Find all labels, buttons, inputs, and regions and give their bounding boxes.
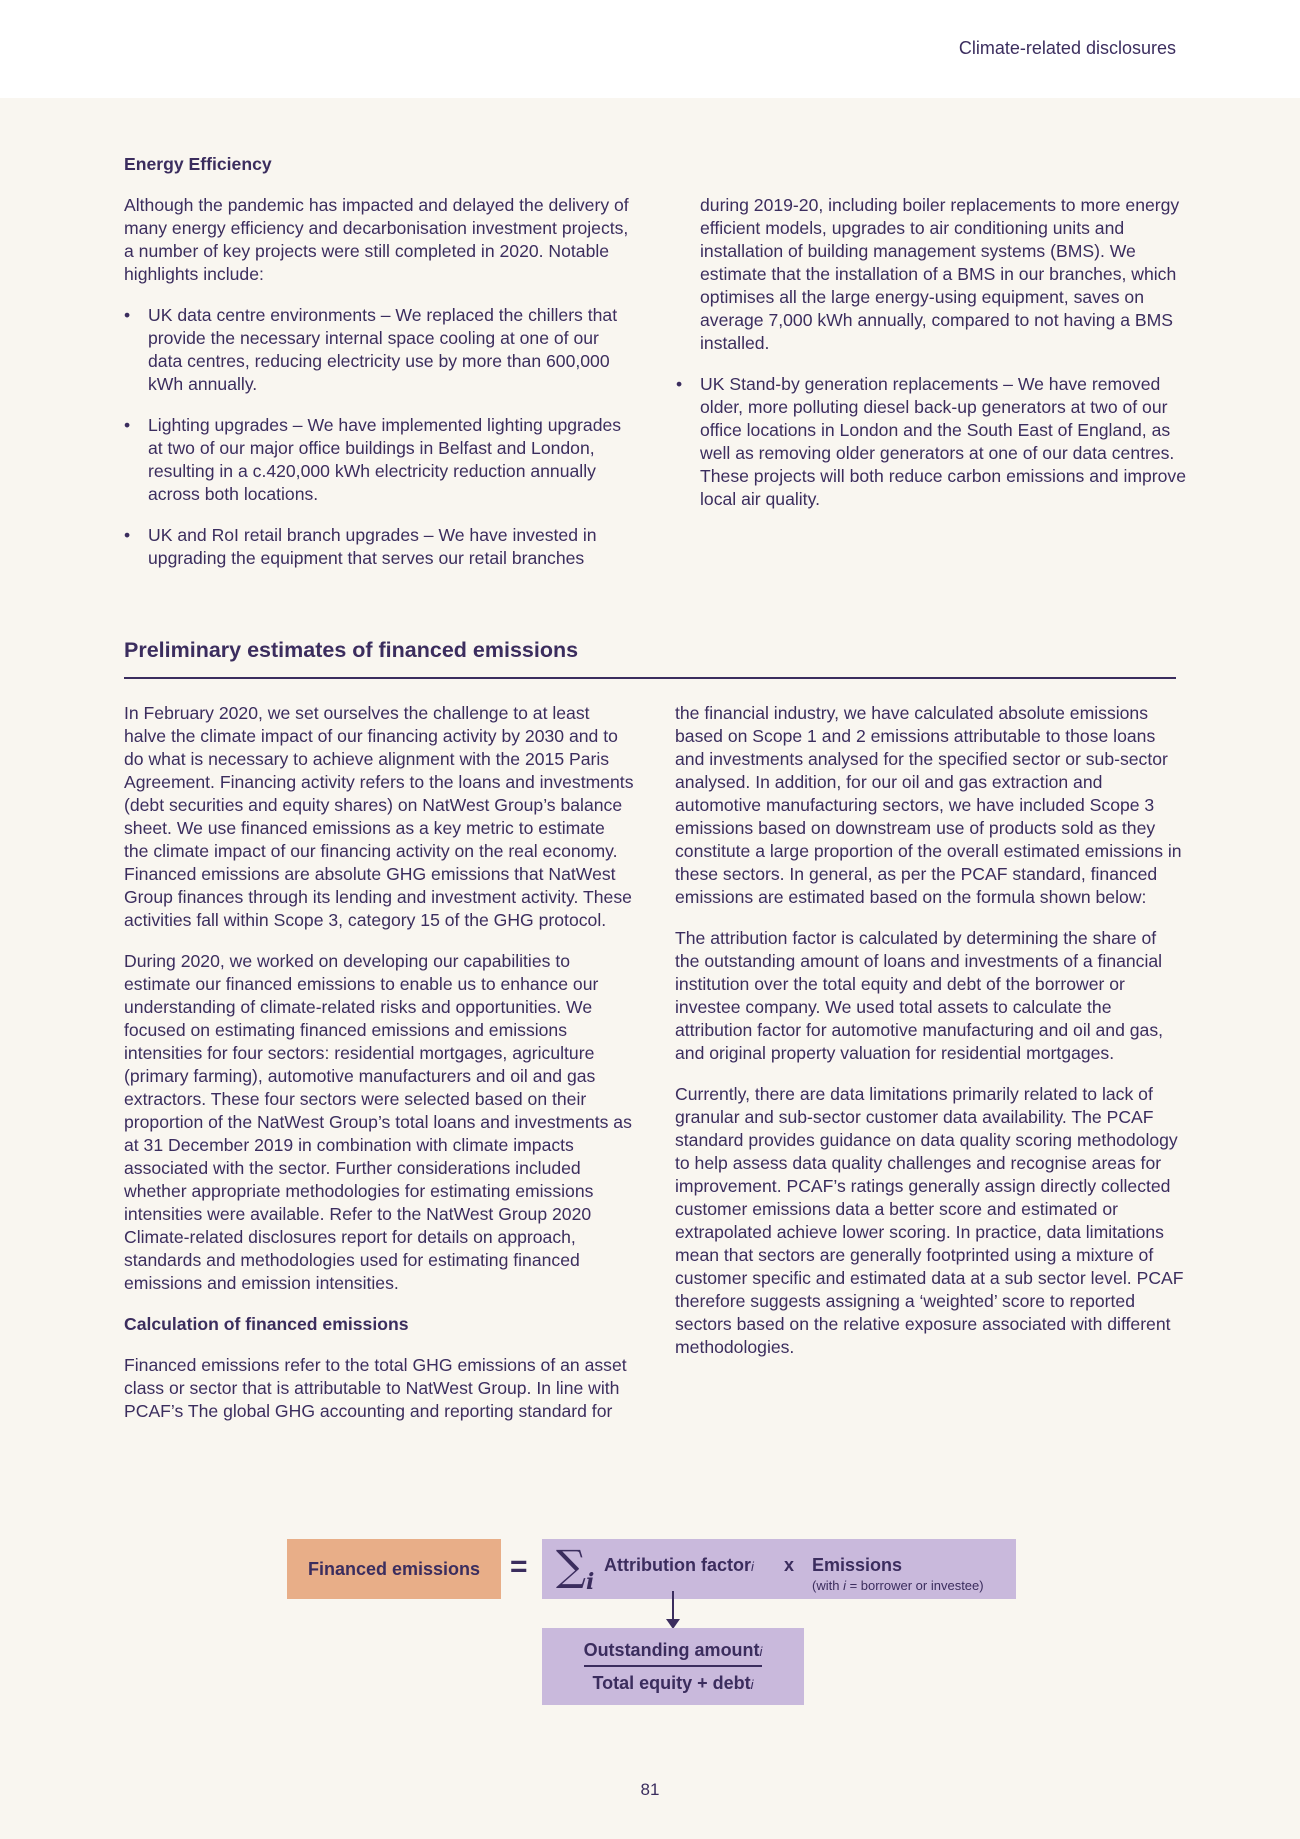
list-item: • UK Stand-by generation replacements – We have removed older, more polluting diesel back-up generators at two of our office locations in London and the South East of England, as well as removing older generators at one of our data centres. These projects will both reduce carbon emissions and improve local air quality. <box>676 373 1188 511</box>
equals-sign: = <box>510 1550 528 1583</box>
financed-right-paragraph-1: the financial industry, we have calculated absolute emissions based on Scope 1 and 2 emissions attributable to those loans and investments analysed for the specified sector or sub-sector analysed. In addition, for our oil and gas extraction and automotive manufacturing sectors, we have included Scope 3 emissions based on downstream use of products sold as they constitute a large proportion of the overall estimated emissions in these sectors. In general, as per the PCAF standard, financed emissions are estimated based on the formula shown below: <box>675 703 1182 907</box>
note-index: i <box>843 1578 846 1593</box>
energy-bullet-list <box>124 304 634 570</box>
page-number: 81 <box>640 1780 660 1799</box>
energy-right-column <box>676 194 1188 529</box>
sum-box <box>542 1539 1016 1599</box>
energy-left-column <box>124 153 634 588</box>
financed-paragraph-3: Financed emissions refer to the total GHG emissions of an asset class or sector that is attributable to NatWest Group. In line with PCAF’s The global GHG accounting and reporting standard for <box>124 1355 627 1421</box>
financed-left-column <box>124 702 634 1441</box>
section-title: Preliminary estimates of financed emissions <box>124 638 579 662</box>
note-prefix: (with <box>812 1578 844 1593</box>
fraction-numerator <box>584 1640 763 1667</box>
energy-heading: Energy Efficiency <box>124 154 272 174</box>
financed-right-column <box>675 702 1185 1377</box>
attribution-factor-label: Attribution factor <box>604 1555 751 1575</box>
financed-paragraph-2: During 2020, we worked on developing our capabilities to estimate our financed emissions to enable us to enhance our understanding of climate-related risks and opportunities. We focused on estimating financed emissions and emissions intensities for four sectors: residential mortgages, agriculture (primary farming), automotive manufacturers and oil and gas extractors. These four sectors were selected based on their proportion of the NatWest Group’s total loans and investments as at 31 December 2019 in combination with climate impacts associated with the sector. Further considerations included whether appropriate methodologies for estimating emissions intensities were available. Refer to the NatWest Group 2020 Climate-related disclosures report for details on approach, standards and methodologies used for estimating financed emissions and emission intensities. <box>124 951 632 1293</box>
financed-emissions-label: Financed emissions <box>307 1558 481 1579</box>
financed-paragraph-1: In February 2020, we set ourselves the challenge to at least halve the climate impact of our financing activity by 2030 and to do what is necessary to achieve alignment with the 2015 Paris Agreement. Financing activity refers to the loans and investments (debt securities and equity shares) on NatWest Group’s balance sheet. We use financed emissions as a key metric to estimate the climate impact of our financing activity on the real economy. Financed emissions are absolute GHG emissions that NatWest Group finances through its lending and investment activity. These activities fall within Scope 3, category 15 of the GHG protocol. <box>124 703 634 930</box>
header-bar <box>0 0 1300 98</box>
denominator-index: i <box>750 1676 754 1692</box>
attribution-factor-term <box>604 1555 754 1576</box>
sigma-index: i <box>586 1569 595 1595</box>
energy-continuation: during 2019-20, including boiler replacements to more energy efficient models, upgrades to air conditioning units and installation of building management systems (BMS). We estimate that the installation of a BMS in our branches, which optimises all the large energy-using equipment, saves on average 7,000 kWh annually, compared to not having a BMS installed. <box>700 195 1180 353</box>
header-title: Climate-related disclosures <box>958 38 1176 58</box>
financed-emissions-box <box>287 1539 501 1599</box>
sigma-symbol: ∑ <box>556 1541 586 1590</box>
financed-right-paragraph-3: Currently, there are data limitations primarily related to lack of granular and sub-sector customer data availability. The PCAF standard provides guidance on data quality scoring methodology to help assess data quality challenges and recognise areas for improvement. PCAF’s ratings generally assign directly collected customer emissions data a better score and estimated or extrapolated achieve lower scoring. In practice, data limitations mean that sectors are generally footprinted using a mixture of customer specific and estimated data at a sub sector level. PCAF therefore suggests assigning a ‘weighted’ score to reported sectors based on the relative exposure associated with different methodologies. <box>675 1084 1184 1357</box>
note-suffix: = borrower or investee) <box>845 1578 984 1593</box>
attribution-factor-index: i <box>750 1559 754 1574</box>
emissions-label: Emissions <box>812 1555 903 1575</box>
energy-intro: Although the pandemic has impacted and delayed the delivery of many energy efficiency and decarbonisation investment projects, a number of key projects were still completed in 2020. Notable highlights include: <box>124 195 629 284</box>
emissions-note <box>812 1578 984 1593</box>
list-item: • UK and RoI retail branch upgrades – We have invested in upgrading the equipment that serves our retail branches <box>124 524 634 570</box>
section-divider <box>124 677 1176 679</box>
numerator-label: Outstanding amount <box>583 1639 760 1660</box>
fraction-denominator <box>592 1673 753 1694</box>
attribution-fraction-box <box>542 1628 804 1705</box>
arrow-line <box>672 1591 674 1621</box>
list-item: • Lighting upgrades – We have implemented lighting upgrades at two of our major office buildings in Belfast and London, resulting in a c.420,000 kWh electricity reduction annually across both locations. <box>124 414 634 506</box>
denominator-label: Total equity + debt <box>592 1672 751 1693</box>
energy-bullet-list-right <box>676 373 1188 511</box>
financed-right-paragraph-2: The attribution factor is calculated by determining the share of the outstanding amount of loans and investments of a financial institution over the total equity and debt of the borrower or investee company. We used total assets to calculate the attribution factor for automotive manufacturing and oil and gas, and original property valuation for residential mortgages. <box>675 928 1164 1063</box>
calculation-heading: Calculation of financed emissions <box>124 1314 409 1334</box>
multiply-sign: x <box>784 1555 795 1575</box>
list-item: • UK data centre environments – We replaced the chillers that provide the necessary internal space cooling at one of our data centres, reducing electricity use by more than 600,000 kWh annually. <box>124 304 634 396</box>
numerator-index: i <box>759 1643 763 1659</box>
